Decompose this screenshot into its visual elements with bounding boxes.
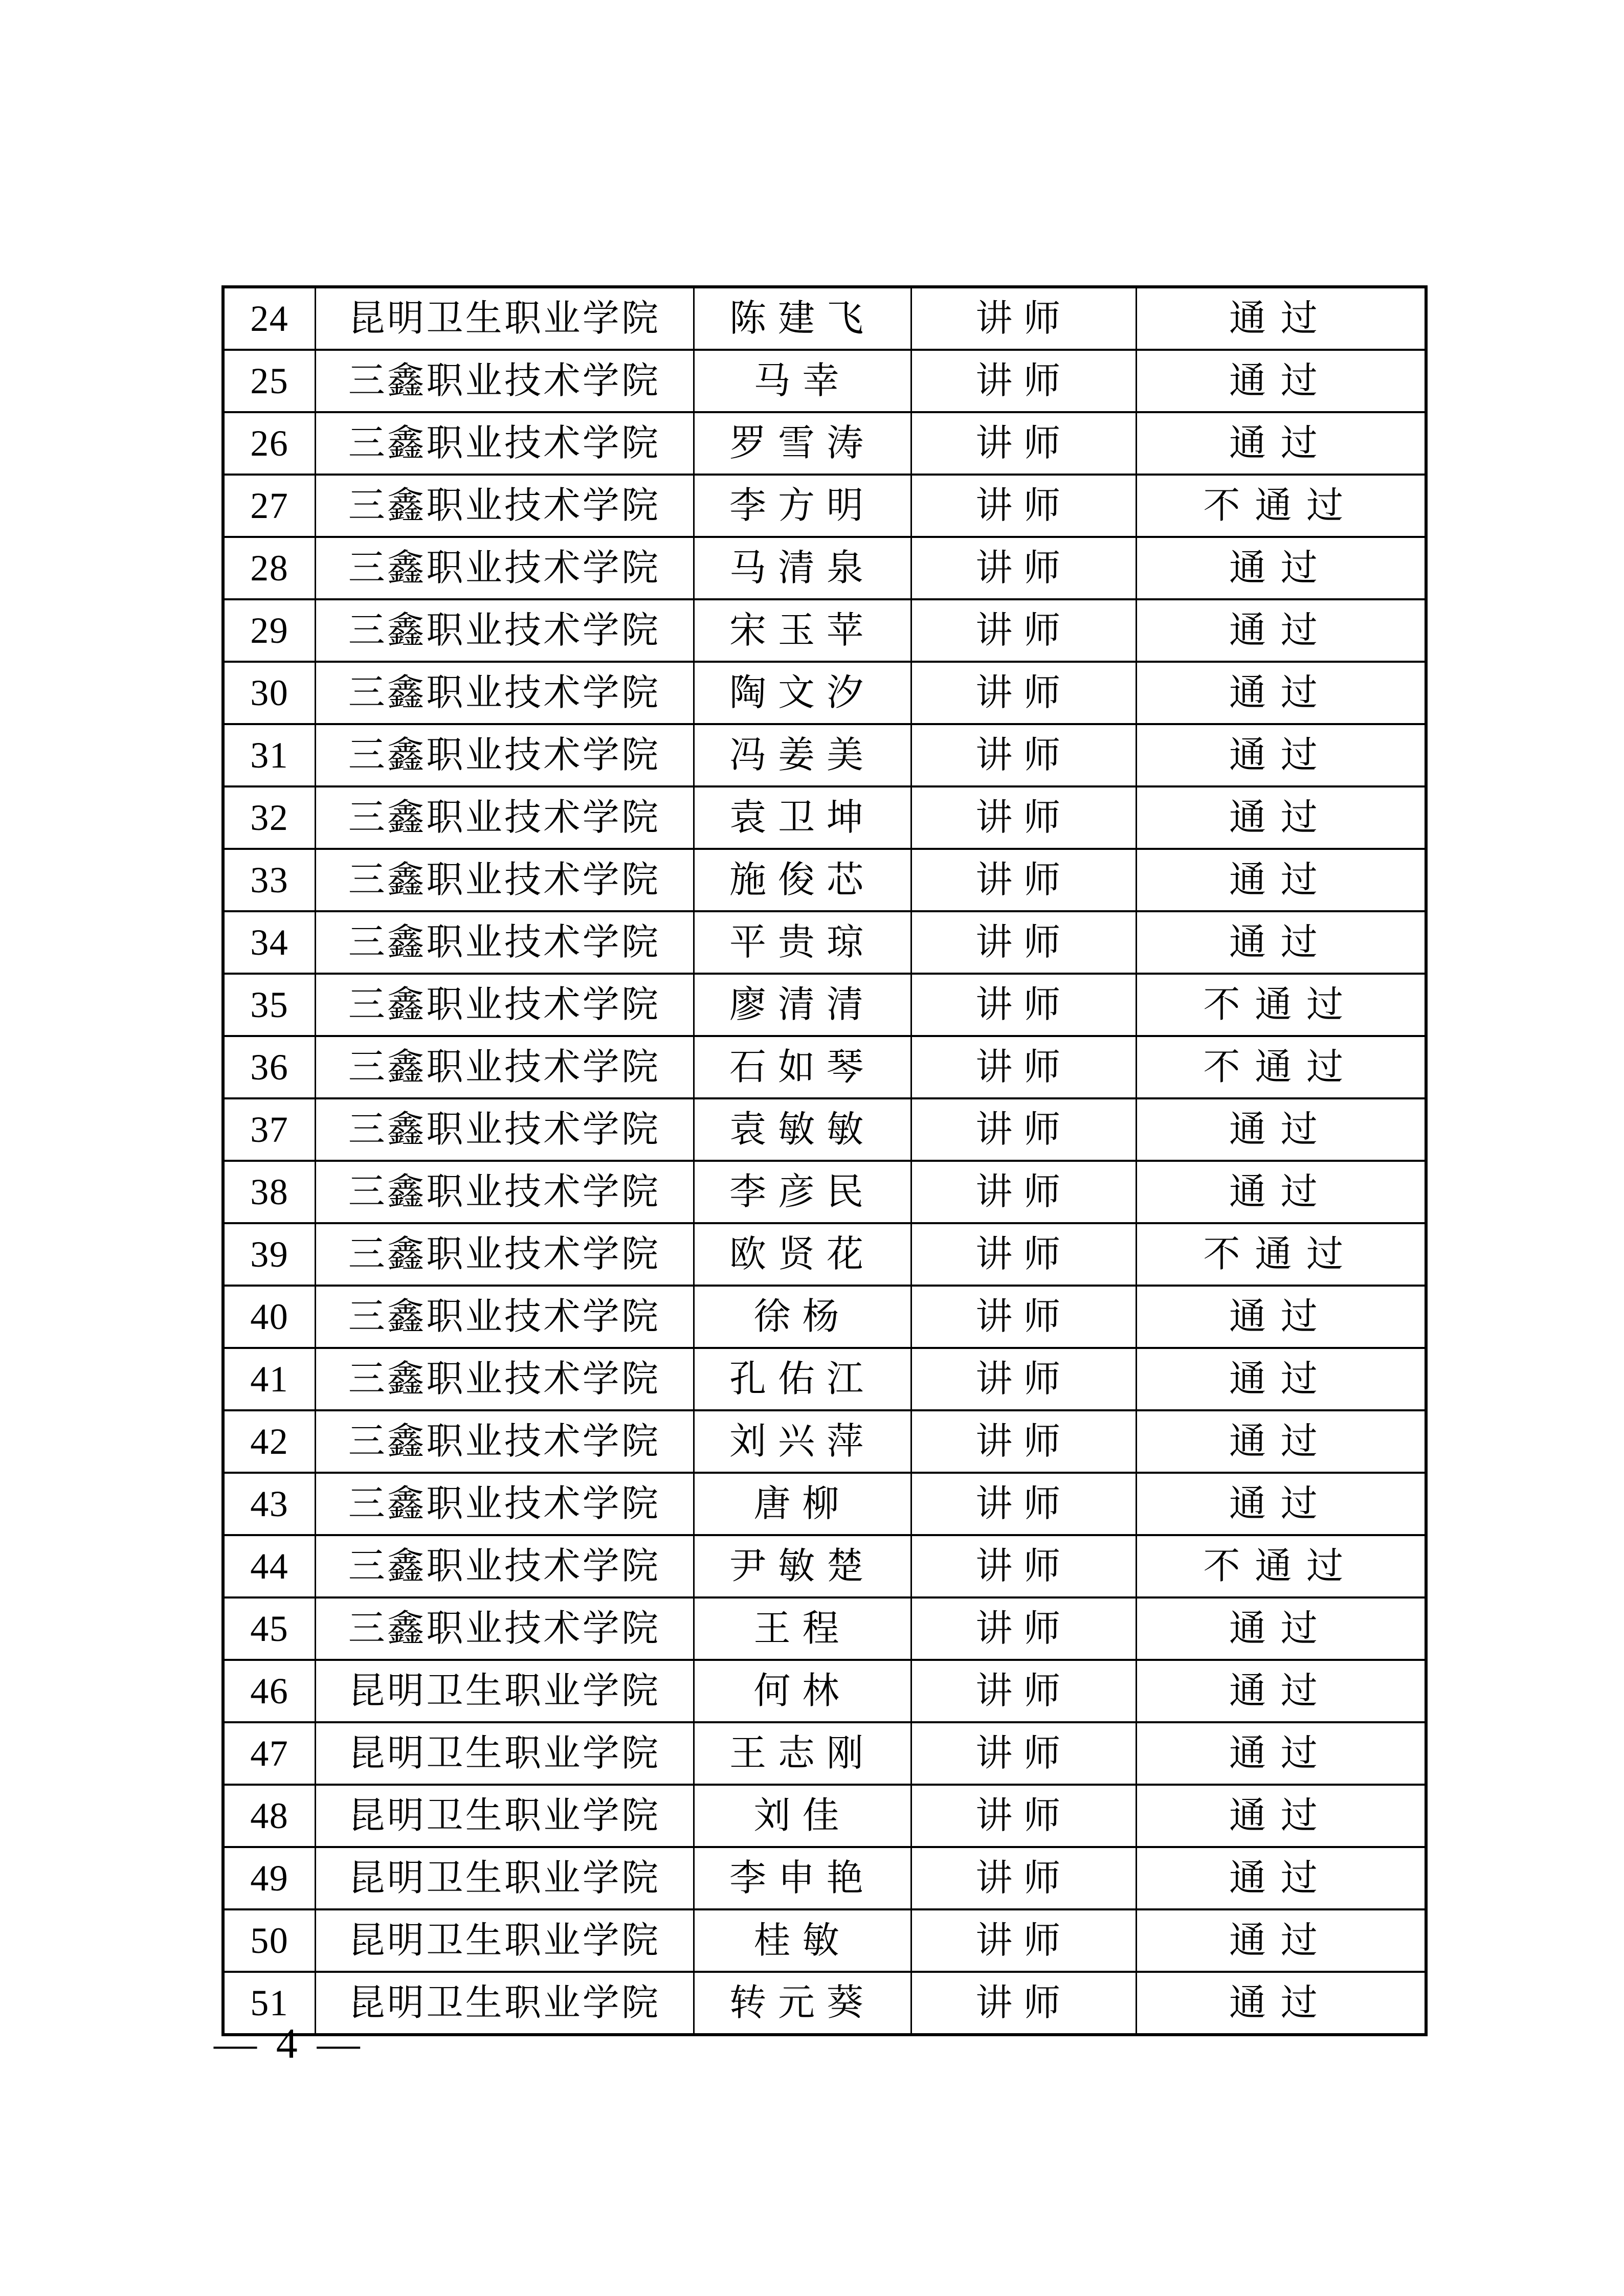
table-row	[223, 1722, 1426, 1785]
cell-institution: 三鑫职业技术学院	[315, 1223, 694, 1286]
cell-result: 不通过	[1136, 475, 1426, 537]
cell-job-title: 讲师	[911, 786, 1136, 849]
cell-row-number: 45	[223, 1597, 315, 1660]
cell-person-name: 平贵琼	[694, 911, 911, 974]
cell-result: 不通过	[1136, 1223, 1426, 1286]
cell-person-name: 宋玉苹	[694, 599, 911, 662]
cell-result: 通过	[1136, 1785, 1426, 1847]
cell-row-number: 31	[223, 724, 315, 786]
cell-job-title: 讲师	[911, 1909, 1136, 1972]
table-row	[223, 1286, 1426, 1348]
cell-job-title: 讲师	[911, 1473, 1136, 1535]
cell-institution: 三鑫职业技术学院	[315, 1286, 694, 1348]
cell-job-title: 讲师	[911, 1847, 1136, 1909]
cell-row-number: 35	[223, 974, 315, 1036]
cell-person-name: 石如琴	[694, 1036, 911, 1098]
cell-row-number: 26	[223, 412, 315, 475]
table-row	[223, 1660, 1426, 1722]
table-row	[223, 1972, 1426, 2035]
cell-row-number: 48	[223, 1785, 315, 1847]
table-row	[223, 350, 1426, 412]
cell-result: 通过	[1136, 1348, 1426, 1410]
cell-institution: 三鑫职业技术学院	[315, 1161, 694, 1223]
table-row	[223, 786, 1426, 849]
cell-institution: 三鑫职业技术学院	[315, 350, 694, 412]
cell-institution: 三鑫职业技术学院	[315, 537, 694, 599]
cell-institution: 昆明卫生职业学院	[315, 287, 694, 350]
cell-person-name: 王程	[694, 1597, 911, 1660]
cell-row-number: 38	[223, 1161, 315, 1223]
cell-result: 通过	[1136, 1286, 1426, 1348]
table-row	[223, 911, 1426, 974]
cell-row-number: 24	[223, 287, 315, 350]
table-row	[223, 537, 1426, 599]
cell-row-number: 42	[223, 1410, 315, 1473]
cell-institution: 昆明卫生职业学院	[315, 1972, 694, 2035]
cell-institution: 三鑫职业技术学院	[315, 475, 694, 537]
table-row	[223, 1909, 1426, 1972]
table-row	[223, 475, 1426, 537]
table-row	[223, 724, 1426, 786]
cell-institution: 三鑫职业技术学院	[315, 974, 694, 1036]
cell-person-name: 李方明	[694, 475, 911, 537]
cell-row-number: 30	[223, 662, 315, 724]
cell-job-title: 讲师	[911, 1785, 1136, 1847]
cell-job-title: 讲师	[911, 412, 1136, 475]
cell-job-title: 讲师	[911, 350, 1136, 412]
cell-job-title: 讲师	[911, 662, 1136, 724]
cell-job-title: 讲师	[911, 287, 1136, 350]
cell-result: 通过	[1136, 287, 1426, 350]
cell-result: 不通过	[1136, 1036, 1426, 1098]
cell-institution: 三鑫职业技术学院	[315, 1535, 694, 1597]
cell-person-name: 欧贤花	[694, 1223, 911, 1286]
cell-person-name: 袁敏敏	[694, 1098, 911, 1161]
cell-person-name: 冯姜美	[694, 724, 911, 786]
cell-row-number: 43	[223, 1473, 315, 1535]
cell-institution: 昆明卫生职业学院	[315, 1660, 694, 1722]
cell-result: 通过	[1136, 786, 1426, 849]
cell-institution: 三鑫职业技术学院	[315, 1410, 694, 1473]
table-row	[223, 1473, 1426, 1535]
cell-job-title: 讲师	[911, 1660, 1136, 1722]
cell-institution: 三鑫职业技术学院	[315, 1597, 694, 1660]
cell-job-title: 讲师	[911, 1535, 1136, 1597]
cell-person-name: 马清泉	[694, 537, 911, 599]
table-row	[223, 1597, 1426, 1660]
cell-person-name: 施俊芯	[694, 849, 911, 911]
cell-result: 通过	[1136, 724, 1426, 786]
cell-institution: 昆明卫生职业学院	[315, 1847, 694, 1909]
cell-job-title: 讲师	[911, 1972, 1136, 2035]
cell-row-number: 25	[223, 350, 315, 412]
cell-result: 通过	[1136, 1847, 1426, 1909]
cell-job-title: 讲师	[911, 1722, 1136, 1785]
cell-institution: 三鑫职业技术学院	[315, 849, 694, 911]
table-row	[223, 1847, 1426, 1909]
cell-person-name: 转元葵	[694, 1972, 911, 2035]
table-row	[223, 1036, 1426, 1098]
results-table-body	[223, 287, 1426, 2035]
cell-row-number: 40	[223, 1286, 315, 1348]
cell-institution: 三鑫职业技术学院	[315, 1473, 694, 1535]
cell-institution: 三鑫职业技术学院	[315, 1348, 694, 1410]
table-row	[223, 599, 1426, 662]
cell-person-name: 李彦民	[694, 1161, 911, 1223]
cell-row-number: 32	[223, 786, 315, 849]
cell-job-title: 讲师	[911, 1410, 1136, 1473]
cell-row-number: 28	[223, 537, 315, 599]
cell-job-title: 讲师	[911, 1597, 1136, 1660]
cell-person-name: 孔佑江	[694, 1348, 911, 1410]
results-table	[221, 285, 1428, 2036]
cell-institution: 三鑫职业技术学院	[315, 724, 694, 786]
table-row	[223, 1098, 1426, 1161]
cell-result: 通过	[1136, 1098, 1426, 1161]
cell-job-title: 讲师	[911, 475, 1136, 537]
cell-result: 通过	[1136, 1972, 1426, 2035]
cell-person-name: 马幸	[694, 350, 911, 412]
cell-result: 通过	[1136, 911, 1426, 974]
cell-row-number: 41	[223, 1348, 315, 1410]
cell-job-title: 讲师	[911, 599, 1136, 662]
table-row	[223, 1785, 1426, 1847]
cell-job-title: 讲师	[911, 1348, 1136, 1410]
cell-institution: 昆明卫生职业学院	[315, 1909, 694, 1972]
cell-row-number: 33	[223, 849, 315, 911]
cell-person-name: 唐柳	[694, 1473, 911, 1535]
cell-person-name: 廖清清	[694, 974, 911, 1036]
cell-row-number: 44	[223, 1535, 315, 1597]
cell-row-number: 34	[223, 911, 315, 974]
cell-result: 通过	[1136, 412, 1426, 475]
cell-job-title: 讲师	[911, 1098, 1136, 1161]
cell-person-name: 刘佳	[694, 1785, 911, 1847]
cell-person-name: 王志刚	[694, 1722, 911, 1785]
cell-row-number: 37	[223, 1098, 315, 1161]
cell-job-title: 讲师	[911, 1223, 1136, 1286]
cell-row-number: 50	[223, 1909, 315, 1972]
table-row	[223, 849, 1426, 911]
cell-row-number: 51	[223, 1972, 315, 2035]
cell-job-title: 讲师	[911, 1161, 1136, 1223]
cell-result: 不通过	[1136, 974, 1426, 1036]
cell-institution: 三鑫职业技术学院	[315, 412, 694, 475]
cell-person-name: 陈建飞	[694, 287, 911, 350]
cell-person-name: 徐杨	[694, 1286, 911, 1348]
cell-result: 通过	[1136, 849, 1426, 911]
cell-result: 通过	[1136, 537, 1426, 599]
table-row	[223, 1348, 1426, 1410]
table-row	[223, 287, 1426, 350]
cell-result: 通过	[1136, 662, 1426, 724]
table-row	[223, 1223, 1426, 1286]
cell-person-name: 陶文汐	[694, 662, 911, 724]
table-row	[223, 1535, 1426, 1597]
cell-row-number: 47	[223, 1722, 315, 1785]
table-row	[223, 1410, 1426, 1473]
cell-result: 不通过	[1136, 1535, 1426, 1597]
cell-result: 通过	[1136, 1161, 1426, 1223]
cell-row-number: 49	[223, 1847, 315, 1909]
cell-person-name: 何林	[694, 1660, 911, 1722]
cell-person-name: 尹敏楚	[694, 1535, 911, 1597]
cell-result: 通过	[1136, 350, 1426, 412]
cell-result: 通过	[1136, 1909, 1426, 1972]
cell-person-name: 李申艳	[694, 1847, 911, 1909]
cell-person-name: 桂敏	[694, 1909, 911, 1972]
cell-job-title: 讲师	[911, 911, 1136, 974]
cell-institution: 昆明卫生职业学院	[315, 1785, 694, 1847]
cell-institution: 三鑫职业技术学院	[315, 1036, 694, 1098]
cell-result: 通过	[1136, 1660, 1426, 1722]
cell-row-number: 39	[223, 1223, 315, 1286]
cell-job-title: 讲师	[911, 1036, 1136, 1098]
cell-job-title: 讲师	[911, 537, 1136, 599]
page-number: — 4 —	[214, 2020, 364, 2067]
cell-result: 通过	[1136, 1597, 1426, 1660]
cell-result: 通过	[1136, 1473, 1426, 1535]
cell-row-number: 36	[223, 1036, 315, 1098]
cell-person-name: 罗雪涛	[694, 412, 911, 475]
cell-job-title: 讲师	[911, 724, 1136, 786]
cell-institution: 三鑫职业技术学院	[315, 599, 694, 662]
cell-result: 通过	[1136, 1722, 1426, 1785]
cell-job-title: 讲师	[911, 974, 1136, 1036]
cell-person-name: 刘兴萍	[694, 1410, 911, 1473]
cell-row-number: 29	[223, 599, 315, 662]
table-row	[223, 662, 1426, 724]
cell-row-number: 46	[223, 1660, 315, 1722]
cell-institution: 三鑫职业技术学院	[315, 662, 694, 724]
cell-row-number: 27	[223, 475, 315, 537]
cell-job-title: 讲师	[911, 1286, 1136, 1348]
cell-institution: 昆明卫生职业学院	[315, 1722, 694, 1785]
cell-institution: 三鑫职业技术学院	[315, 1098, 694, 1161]
cell-institution: 三鑫职业技术学院	[315, 911, 694, 974]
table-row	[223, 974, 1426, 1036]
cell-institution: 三鑫职业技术学院	[315, 786, 694, 849]
table-row	[223, 1161, 1426, 1223]
cell-result: 通过	[1136, 1410, 1426, 1473]
table-row	[223, 412, 1426, 475]
cell-job-title: 讲师	[911, 849, 1136, 911]
cell-result: 通过	[1136, 599, 1426, 662]
cell-person-name: 袁卫坤	[694, 786, 911, 849]
